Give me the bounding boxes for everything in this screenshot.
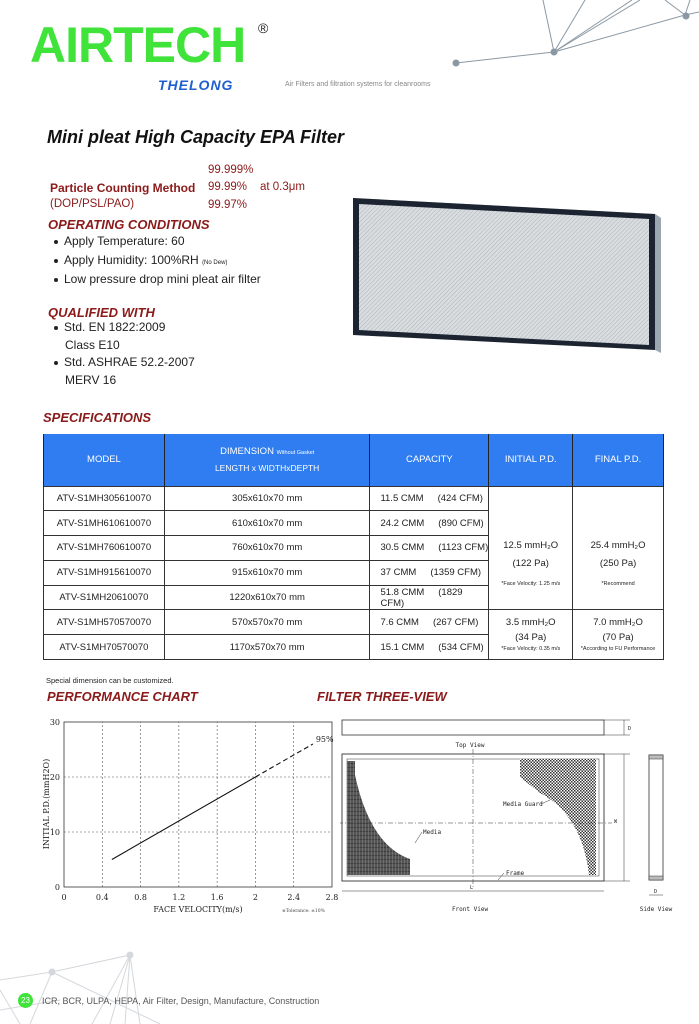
efficiency-value: 99.999% [208,164,254,176]
operating-conditions-heading: OPERATING CONDITIONS [48,217,210,232]
method-detail: (DOP/PSL/PAO) [50,198,135,210]
cell-capacity: 15.1 CMM (534 CFM) [370,635,489,660]
cell-model: ATV-S1MH570570070 [44,610,165,635]
bullet-icon [54,259,58,263]
x-tick-label: 0 [61,893,67,902]
cell-dimension: 915x610x70 mm [164,560,370,585]
specifications-heading: SPECIFICATIONS [43,410,152,425]
cell-final-pd: 25.4 mmH₂O (250 Pa) *Recommend [573,486,664,610]
bullet-icon [54,278,58,282]
page-number-badge: 23 [18,993,33,1008]
standard-class: MERV 16 [65,373,117,387]
y-tick-label: 30 [49,718,60,727]
x-tick-label: 2.4 [287,893,301,902]
cell-dimension: 570x570x70 mm [164,610,370,635]
y-axis-label: INITIAL P.D.(mmH2O) [42,758,51,850]
cell-final-pd: 7.0 mmH₂O (70 Pa) *According to FU Performance [573,610,664,660]
standard-item: Std. ASHRAE 52.2-2007 [54,355,195,369]
front-view [340,749,630,913]
three-view-heading: FILTER THREE-VIEW [317,689,447,704]
x-tick-label: 2.8 [325,893,339,902]
cell-model: ATV-S1MH20610070 [44,585,165,610]
cell-model: ATV-S1MH760610070 [44,536,165,561]
front-view-label: Front View [451,906,489,913]
product-title: Mini pleat High Capacity EPA Filter [47,127,345,147]
registered-mark: ® [258,20,269,36]
performance-chart [40,712,340,917]
cell-dimension: 1220x610x70 mm [164,585,370,610]
cell-capacity: 37 CMM (1359 CFM) [370,560,489,585]
column-header-model: MODEL [44,434,165,486]
column-header-final-pd: FINAL P.D. [573,434,664,486]
annotation-label: 95% [315,735,334,744]
x-tick-label: 2 [252,893,258,902]
cell-capacity: 11.5 CMM (424 CFM) [370,486,489,511]
table-header-row [44,434,664,486]
bullet-icon [54,240,58,244]
plot-frame [64,722,332,887]
efficiency-value: 99.97% [208,199,248,211]
cell-initial-pd: 3.5 mmH₂O (34 Pa) *Face Velocity: 0.35 m/s [489,610,573,660]
standard-class: Class E10 [65,338,120,352]
tagline: Air Filters and filtration systems for cleanrooms [285,81,431,88]
cell-dimension: 760x610x70 mm [164,536,370,561]
side-view-label: Side View [639,906,673,913]
filter-product-image [345,190,675,355]
cell-initial-pd: 12.5 mmH₂O (122 Pa) *Face Velocity: 1.25 m/s [489,486,573,610]
efficiency-value: 99.99% [208,181,248,193]
series-line-measured [112,777,256,860]
sub-brand-logo: THELONG [158,77,234,93]
x-tick-label: 1.2 [172,893,186,902]
svg-text:L: L [470,885,474,891]
bullet-icon [54,326,58,330]
qualified-heading: QUALIFIED WITH [48,305,155,320]
media-label: Media [423,829,442,836]
series-line-extrapolated [255,744,312,777]
column-header-initial-pd: INITIAL P.D. [489,434,573,486]
tolerance-note: ※Tolerance: ±10% [282,909,325,914]
brand-logo: AIRTECH [30,17,246,73]
x-tick-label: 1.6 [210,893,224,902]
condition-item: Low pressure drop mini pleat air filter [54,272,261,286]
cell-capacity: 7.6 CMM (267 CFM) [370,610,489,635]
svg-text:D: D [654,889,658,895]
top-view-label: Top View [455,742,485,749]
particle-size: at 0.3μm [260,181,305,193]
cell-model: ATV-S1MH70570070 [44,635,165,660]
cell-capacity: 30.5 CMM (1123 CFM) [370,536,489,561]
cell-dimension: 610x610x70 mm [164,511,370,536]
svg-text:D: D [628,726,632,732]
frame-label: Frame [506,870,525,877]
cell-model: ATV-S1MH610610070 [44,511,165,536]
cell-model: ATV-S1MH305610070 [44,486,165,511]
condition-item: Apply Humidity: 100%RH (No Dew) [54,253,227,267]
x-axis-label: FACE VELOCITY(m/s) [153,905,243,914]
condition-item: Apply Temperature: 60 [54,234,185,248]
specifications-table [43,434,664,660]
x-tick-label: 0.8 [134,893,147,902]
table-row [44,610,664,635]
cell-capacity: 51.8 CMM (1829 CFM) [370,585,489,610]
top-view [342,720,631,749]
table-row [44,486,664,511]
standard-item: Std. EN 1822:2009 [54,320,165,334]
filter-three-view-drawing [340,715,680,915]
cell-model: ATV-S1MH915610070 [44,560,165,585]
cell-dimension: 1170x570x70 mm [164,635,370,660]
column-header-dimension: DIMENSION Without Gasket LENGTH x WIDTHxDEPTH [164,434,370,486]
y-tick-label: 10 [49,828,60,837]
column-header-capacity: CAPACITY [370,434,489,486]
bullet-icon [54,361,58,365]
media-guard-label: Media Guard [503,801,543,808]
performance-chart-heading: PERFORMANCE CHART [47,689,198,704]
cell-dimension: 305x610x70 mm [164,486,370,511]
footer-keywords: ICR, BCR, ULPA, HEPA, Air Filter, Design, Manufacture, Construction [42,996,320,1006]
customization-note: Special dimension can be customized. [46,676,174,685]
y-tick-label: 0 [54,883,60,892]
x-tick-label: 0.4 [95,893,109,902]
cell-capacity: 24.2 CMM (890 CFM) [370,511,489,536]
svg-text:W: W [614,819,618,825]
y-tick-label: 20 [49,773,60,782]
method-label: Particle Counting Method [50,181,196,195]
side-view [640,755,673,913]
